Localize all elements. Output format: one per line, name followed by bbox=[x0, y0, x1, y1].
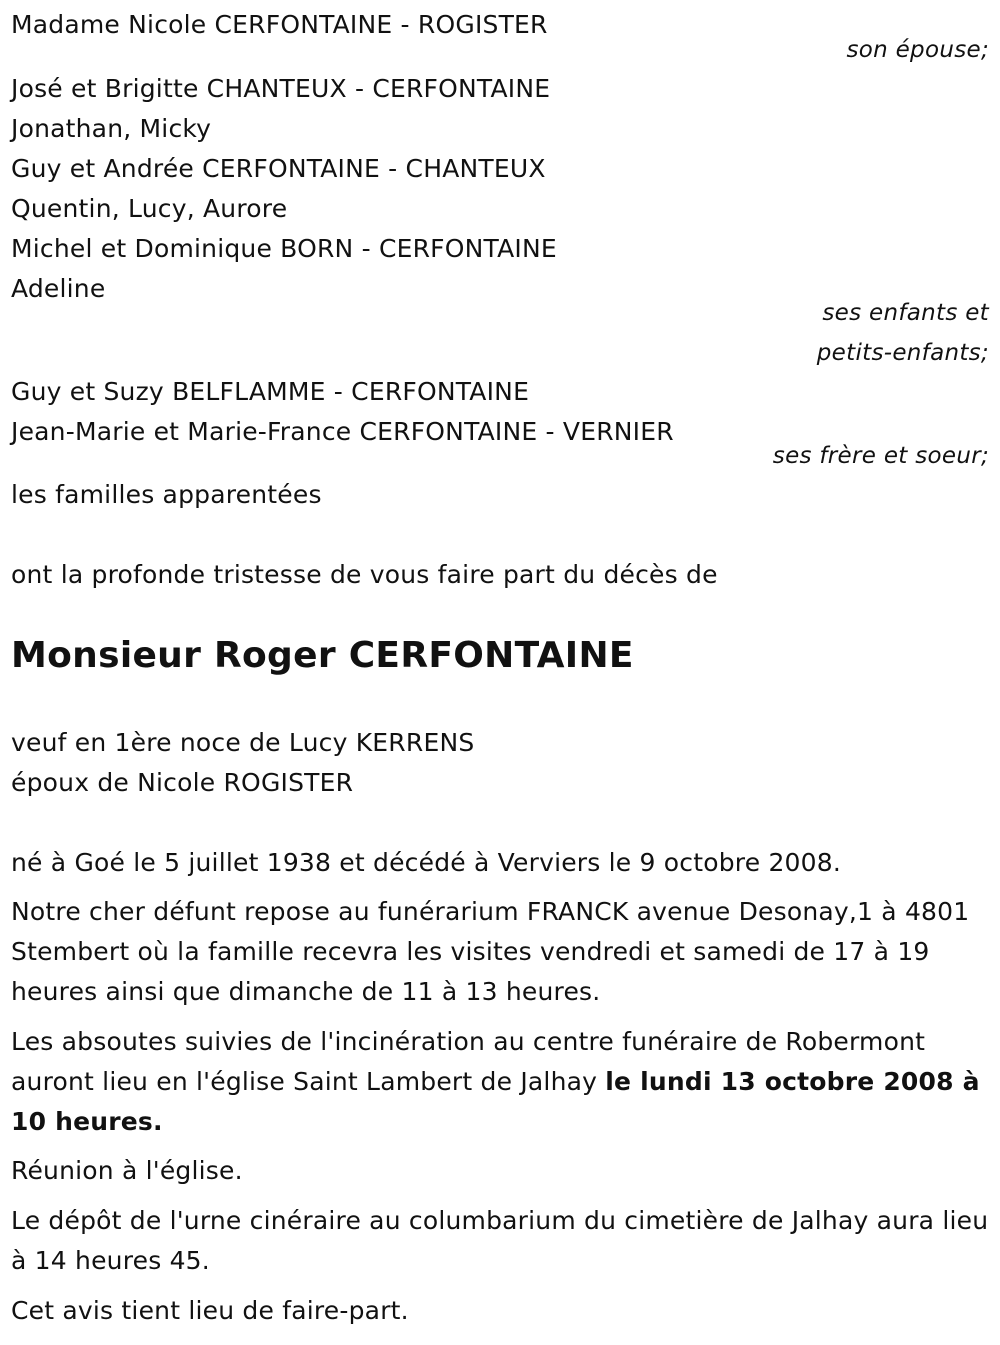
spouse-role: son épouse; bbox=[846, 37, 989, 63]
reunion-line: Réunion à l'église. bbox=[11, 1156, 243, 1185]
ceremony-date: le lundi 13 octobre 2008 à 10 heures. bbox=[11, 1067, 980, 1136]
closing-line: Cet avis tient lieu de faire-part. bbox=[11, 1296, 409, 1325]
widower-line: veuf en 1ère noce de Lucy KERRENS bbox=[11, 728, 475, 757]
announcement: ont la profonde tristesse de vous faire part du décès de bbox=[11, 560, 718, 589]
deceased-name: Monsieur Roger CERFONTAINE bbox=[11, 635, 634, 676]
child-line: José et Brigitte CHANTEUX - CERFONTAINE bbox=[11, 74, 551, 103]
ceremony-text: Les absoutes suivies de l'incinération au centre funéraire de Robermont auront lieu en l'église Saint Lambert de Jalhay bbox=[11, 1027, 926, 1096]
children-role: ses enfants et bbox=[822, 300, 989, 326]
child-line: Adeline bbox=[11, 274, 106, 303]
siblings-role: ses frère et soeur; bbox=[772, 443, 989, 469]
child-line: Quentin, Lucy, Aurore bbox=[11, 194, 288, 223]
child-line: Guy et Andrée CERFONTAINE - CHANTEUX bbox=[11, 154, 546, 183]
families-line: les familles apparentées bbox=[11, 480, 322, 509]
grandchildren-role: petits-enfants; bbox=[816, 340, 989, 366]
birth-death-line: né à Goé le 5 juillet 1938 et décédé à Verviers le 9 octobre 2008. bbox=[11, 848, 842, 877]
ceremony-paragraph bbox=[11, 1022, 993, 1142]
urn-paragraph: Le dépôt de l'urne cinéraire au columbarium du cimetière de Jalhay aura lieu à 14 heures 45. bbox=[11, 1206, 989, 1275]
child-line: Jonathan, Micky bbox=[11, 114, 212, 143]
spouse-of-line: époux de Nicole ROGISTER bbox=[11, 768, 354, 797]
child-line: Michel et Dominique BORN - CERFONTAINE bbox=[11, 234, 557, 263]
spouse-name: Madame Nicole CERFONTAINE - ROGISTER bbox=[11, 10, 548, 39]
repose-paragraph: Notre cher défunt repose au funérarium FRANCK avenue Desonay,1 à 4801 Stembert où la famille recevra les visites vendredi et samedi de 17 à 19 heures ainsi que dimanche de 11 à 13 heures. bbox=[11, 897, 970, 1006]
sibling-line: Jean-Marie et Marie-France CERFONTAINE - VERNIER bbox=[11, 417, 674, 446]
sibling-line: Guy et Suzy BELFLAMME - CERFONTAINE bbox=[11, 377, 530, 406]
